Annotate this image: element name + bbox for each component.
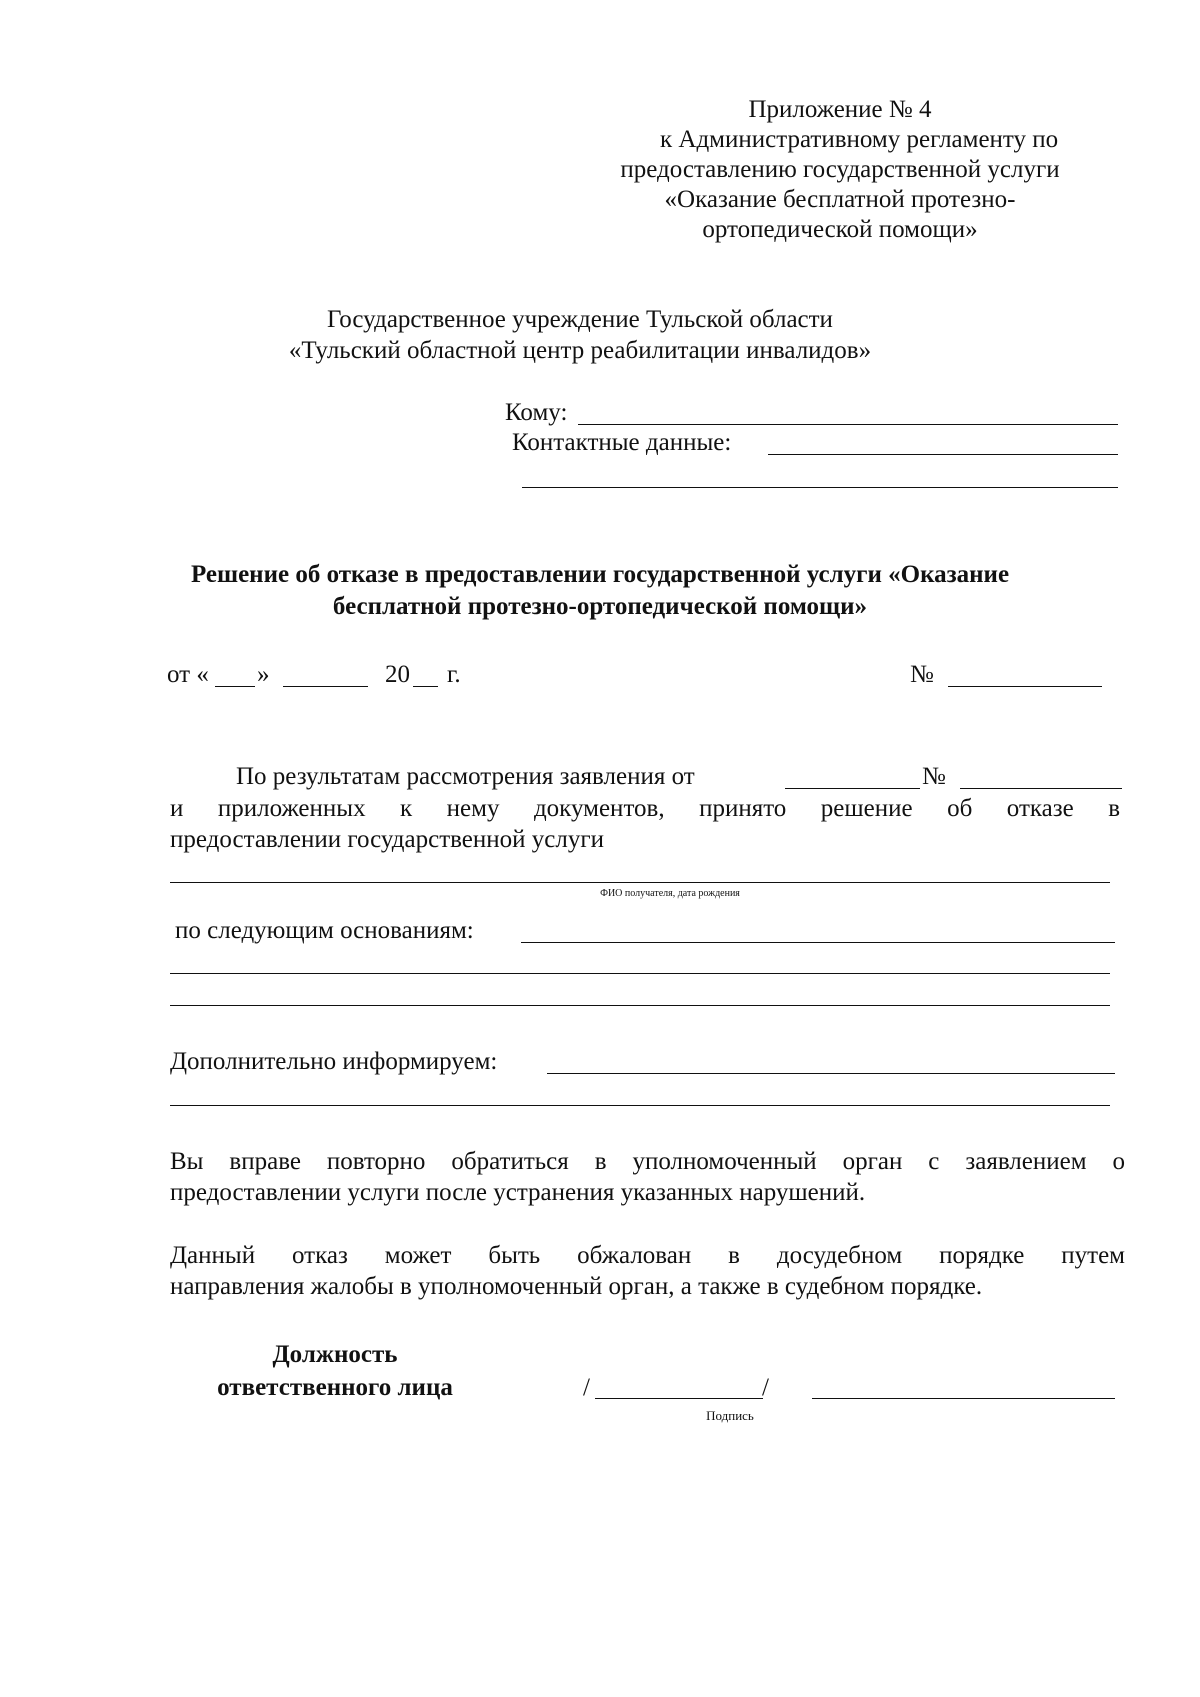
application-date-field[interactable] [785, 788, 920, 789]
document-title-cont: бесплатной протезно-ортопедической помощи» [332, 593, 868, 620]
appendix-line: к Административному регламенту по [660, 126, 1059, 153]
additional-field[interactable] [547, 1073, 1115, 1074]
application-number-field[interactable] [960, 788, 1122, 789]
date-day-field[interactable] [215, 686, 255, 687]
reapply-line1: Вы вправе повторно обратиться в уполномоченный орган с заявлением о [170, 1148, 1125, 1175]
date-quote: » [257, 661, 270, 688]
appendix-line: предоставлению государственной услуги [620, 156, 1060, 183]
date-year-prefix: 20 [385, 661, 410, 688]
grounds-field-line2[interactable] [170, 973, 1110, 974]
contacts-field[interactable] [768, 454, 1118, 455]
appendix-line: ортопедической помощи» [702, 216, 978, 243]
contacts-field-extra[interactable] [522, 487, 1118, 488]
date-prefix: от « [167, 661, 209, 688]
grounds-field-line3[interactable] [170, 1005, 1110, 1006]
additional-label: Дополнительно информируем: [170, 1048, 498, 1075]
contacts-label: Контактные данные: [512, 429, 732, 456]
date-year-suffix: г. [447, 661, 461, 688]
grounds-field[interactable] [521, 942, 1115, 943]
reapply-line2: предоставлении услуги после устранения указанных нарушений. [170, 1179, 866, 1206]
date-month-field[interactable] [283, 686, 368, 687]
additional-field-line2[interactable] [170, 1105, 1110, 1106]
para1-line2: и приложенных к нему документов, принято решение об отказе в [170, 795, 1120, 822]
number-field[interactable] [948, 686, 1102, 687]
recipient-fio-field[interactable] [170, 882, 1110, 883]
institution-name-full: «Тульский областной центр реабилитации инвалидов» [288, 337, 872, 364]
number-sign: № [910, 661, 934, 688]
para1-line3: предоставлении государственной услуги [170, 826, 604, 853]
date-year-field[interactable] [413, 686, 438, 687]
signature-slash-right: / [762, 1374, 769, 1401]
appendix-line: «Оказание бесплатной протезно- [664, 186, 1016, 213]
signature-caption: Подпись [706, 1408, 754, 1423]
appeal-line2: направления жалобы в уполномоченный орган, а также в судебном порядке. [170, 1273, 983, 1300]
signatory-name-field[interactable] [812, 1398, 1115, 1399]
to-label: Кому: [505, 399, 568, 426]
appeal-line1: Данный отказ может быть обжалован в досудебном порядке путем [170, 1242, 1125, 1269]
para1-start: По результатам рассмотрения заявления от [236, 763, 695, 790]
signatory-position: Должность [272, 1341, 398, 1368]
signature-field[interactable] [595, 1398, 763, 1399]
signature-slash-left: / [583, 1374, 590, 1401]
to-field[interactable] [578, 424, 1118, 425]
appendix-title: Приложение № 4 [748, 96, 932, 123]
signatory-position-cont: ответственного лица [217, 1374, 453, 1401]
para1-number-sign: № [922, 763, 946, 790]
document-title: Решение об отказе в предоставлении государственной услуги «Оказание [190, 561, 1010, 588]
grounds-label: по следующим основаниям: [175, 917, 474, 944]
fio-caption: ФИО получателя, дата рождения [600, 888, 740, 899]
institution-name: Государственное учреждение Тульской области [327, 306, 833, 333]
